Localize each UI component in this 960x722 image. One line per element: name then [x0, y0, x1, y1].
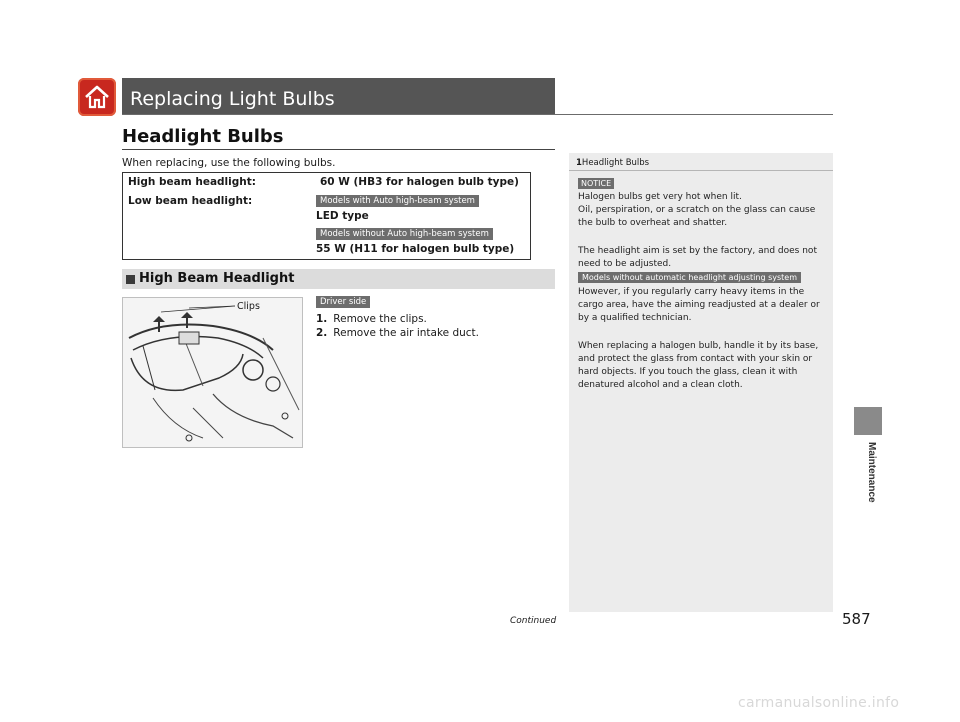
halogen-value: 55 W (H11 for halogen bulb type): [316, 243, 515, 255]
step-text: Remove the clips.: [333, 313, 427, 325]
step-text: Remove the air intake duct.: [333, 327, 479, 339]
section-heading: Headlight Bulbs: [122, 126, 284, 147]
tab-label-text: Maintenance: [866, 442, 877, 503]
step-1: [316, 313, 427, 325]
home-icon: [84, 85, 110, 109]
home-button[interactable]: [78, 78, 116, 116]
notes-title: 1Headlight Bulbs: [576, 158, 650, 168]
model-tag-no-auto-adjust: Models without automatic headlight adjusting system: [578, 272, 801, 283]
continued-label: Continued: [510, 616, 557, 626]
intro-text: When replacing, use the following bulbs.: [122, 157, 336, 169]
note-paragraph: Oil, perspiration, or a scratch on the glass can cause the bulb to overheat and shatter.: [578, 205, 816, 228]
led-type-value: LED type: [316, 210, 369, 222]
section-tab-label[interactable]: [854, 440, 878, 510]
watermark: carmanualsonline.info: [738, 695, 900, 711]
step-2: [316, 327, 479, 339]
notes-divider: [569, 170, 833, 171]
clips-callout: Clips: [237, 301, 260, 312]
title-divider: [122, 114, 833, 115]
note-paragraph: When replacing a halogen bulb, handle it by its base, and protect the glass from contact with your skin or hard objects. If you touch the glass, clean it with denatured alcohol and a clean cloth.: [578, 341, 819, 390]
model-tag-auto-high-beam: Models with Auto high-beam system: [316, 195, 479, 207]
high-beam-value: 60 W (HB3 for halogen bulb type): [320, 176, 519, 188]
headlight-area-drawing: [123, 298, 302, 447]
note-paragraph: Halogen bulbs get very hot when lit.: [578, 192, 742, 202]
notice-tag: NOTICE: [578, 178, 614, 189]
page-number: 587: [842, 610, 871, 628]
step-number: 2.: [316, 327, 328, 339]
engine-bay-illustration: [122, 297, 303, 448]
note-paragraph: However, if you regularly carry heavy items in the cargo area, have the aiming readjusted at a dealer or by a qualified technician.: [578, 287, 820, 323]
section-tab-marker[interactable]: [854, 407, 882, 435]
high-beam-label: High beam headlight:: [128, 176, 256, 188]
driver-side-tag: Driver side: [316, 296, 370, 308]
note-paragraph: The headlight aim is set by the factory, and does not need to be adjusted.: [578, 246, 817, 269]
subsection-marker: [126, 275, 135, 284]
notes-marker-icon: 1: [576, 158, 582, 168]
subsection-title: High Beam Headlight: [139, 271, 295, 286]
section-divider: [122, 149, 555, 150]
page-title: Replacing Light Bulbs: [130, 88, 335, 110]
step-number: 1.: [316, 313, 328, 325]
model-tag-no-auto-high-beam: Models without Auto high-beam system: [316, 228, 493, 240]
low-beam-label: Low beam headlight:: [128, 195, 253, 207]
